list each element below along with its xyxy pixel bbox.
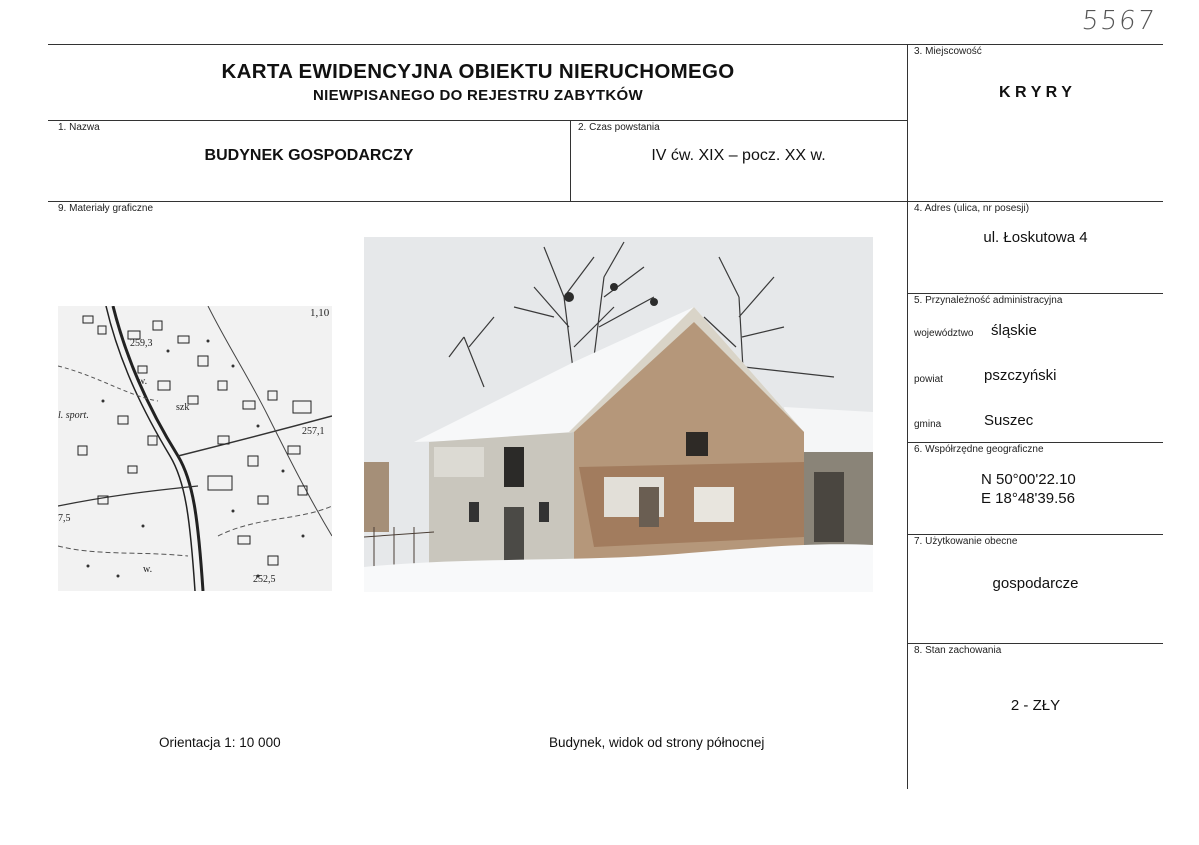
label-uzytkowanie: 7. Użytkowanie obecne	[914, 536, 1018, 547]
rule-right-col	[907, 44, 908, 789]
map-label-2571: 257,1	[302, 426, 325, 437]
card-title: KARTA EWIDENCYJNA OBIEKTU NIERUCHOMEGO	[221, 60, 735, 83]
value-adres: ul. Łoskutowa 4	[983, 229, 1088, 246]
label-miejscowosc: 3. Miejscowość	[914, 46, 982, 57]
rule-uzytkowanie	[908, 643, 1163, 644]
map-label-sport: l. sport.	[58, 410, 89, 421]
value-uzytkowanie: gospodarcze	[992, 575, 1079, 592]
caption-map: Orientacja 1: 10 000	[159, 735, 281, 750]
value-miejscowosc: K R Y R Y	[999, 84, 1072, 101]
map-label-w1: w.	[138, 376, 148, 387]
value-powiat: pszczyński	[984, 367, 1057, 384]
value-stan: 2 - ZŁY	[1010, 697, 1061, 714]
map-label-110: 1,10	[310, 307, 330, 319]
map-drawing	[58, 306, 332, 591]
label-stan: 8. Stan zachowania	[914, 645, 1002, 656]
map-label-2525: 252,5	[253, 574, 276, 585]
label-wojewodztwo: województwo	[914, 328, 974, 339]
photo-drawing	[364, 237, 873, 592]
value-wspolrzedne-e: E 18°48'39.56	[981, 490, 1075, 507]
rule-top	[48, 44, 1163, 45]
map-label-75: 7,5	[58, 513, 71, 524]
map-label-w2: w.	[143, 564, 153, 575]
building-photo	[364, 237, 873, 592]
rule-adres	[908, 293, 1163, 294]
caption-photo: Budynek, widok od strony północnej	[549, 735, 765, 750]
rule-row2	[48, 201, 1163, 202]
site-map	[58, 306, 332, 591]
label-wspolrzedne: 6. Współrzędne geograficzne	[914, 444, 1044, 455]
value-wojewodztwo: śląskie	[991, 322, 1037, 339]
rule-wojewodztwo	[908, 442, 1163, 443]
label-adres: 4. Adres (ulica, nr posesji)	[914, 203, 1030, 214]
label-materialy: 9. Materiały graficzne	[58, 203, 154, 214]
card-subtitle: NIEWPISANEGO DO REJESTRU ZABYTKÓW	[313, 87, 643, 104]
map-label-2593: 259,3	[130, 338, 153, 349]
rule-row1	[48, 120, 908, 121]
value-wspolrzedne-n: N 50°00'22.10	[981, 471, 1076, 488]
label-czas: 2. Czas powstania	[578, 122, 660, 133]
label-przynaleznosc: 5. Przynależność administracyjna	[914, 295, 1063, 306]
label-gmina: gmina	[914, 419, 942, 430]
value-gmina: Suszec	[984, 412, 1034, 429]
rule-wspolrzedne	[908, 534, 1163, 535]
card-number: 5567	[1080, 6, 1158, 36]
value-czas: IV ćw. XIX – pocz. XX w.	[651, 147, 826, 164]
map-label-szk: szk	[176, 402, 190, 413]
label-powiat: powiat	[914, 374, 943, 385]
value-nazwa: BUDYNEK GOSPODARCZY	[204, 147, 414, 164]
label-nazwa: 1. Nazwa	[58, 122, 100, 133]
